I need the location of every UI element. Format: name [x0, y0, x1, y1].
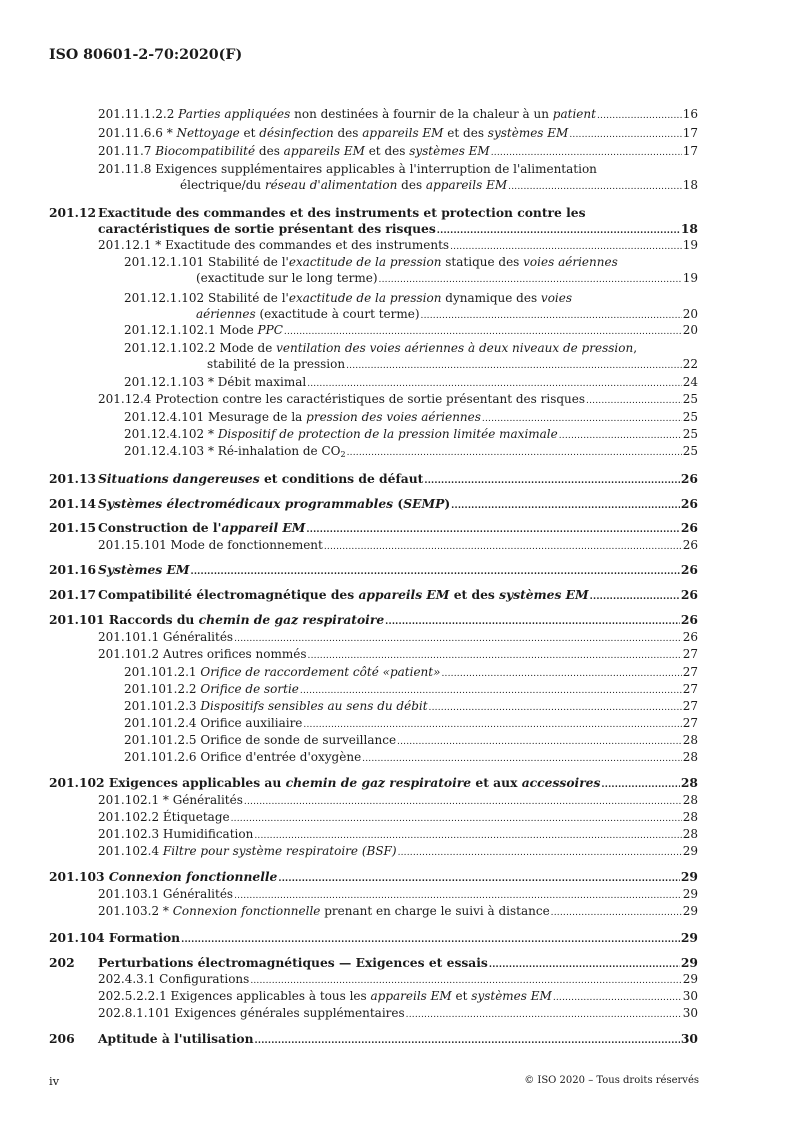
toc-page-number: 19	[682, 238, 698, 252]
toc-leader	[379, 273, 682, 288]
toc-page-number: 30	[682, 1006, 698, 1020]
toc-leader	[451, 499, 680, 514]
toc-page-number: 20	[682, 307, 698, 321]
toc-leader	[482, 412, 682, 427]
toc-page-number: 28	[682, 750, 698, 764]
toc-leader	[421, 309, 682, 324]
toc-page-number: 22	[682, 357, 698, 371]
page-number: iv	[49, 1074, 60, 1088]
toc-leader	[347, 446, 682, 461]
toc-page-number: 30	[682, 989, 698, 1003]
copyright-notice: © ISO 2020 – Tous droits réservés	[524, 1075, 699, 1086]
toc-page-number: 26	[680, 612, 698, 627]
toc-leader	[508, 180, 682, 195]
toc-page-number: 18	[682, 178, 698, 192]
toc-leader	[307, 377, 682, 392]
toc-page-number: 28	[682, 733, 698, 747]
toc-leader	[346, 359, 682, 374]
toc-page-number: 29	[680, 869, 698, 884]
table-of-contents: 201.11.1.2.2 Parties appliquées non destinées à fournir de la chaleur à un patient ..... 16 201.11.6.6 * Nettoyage et désinfection des appareils EM et des systèmes EM ..... 17 201.11.7 Biocompatibilité des appareils EM et des systèmes EM ..... 17 201.11.8 Exigences supplémentaires applicables à l'interruption de l'alimentation électrique/du réseau d'alimentation des appareils EM ..... 18 201.12 Exactitude des commandes et des instruments et protection contre les caractéristiques de sortie présentant des risques ..... 18 201.12.1 * Exactitude des commandes et des instruments ..... 19 201.12.1.101 Stabilité de l'exactitude de la pression statique des voies aériennes (exactitude sur le long terme) ..... 19 201.12.1.102 Stabilité de l'exactitude de la pression dynamique des voies aériennes (exactitude à court terme) ..... 20 201.12.1.102.1 Mode PPC ..... 20 201.12.1.102.2 Mode de ventilation des voies aériennes à deux niveaux de pression, stabilité de la pression ..... 22 201.12.1.103 * Débit maximal ..... 24 201.12.4 Protection contre les caractéristiques de sortie présentant des risques ..... 25 201.12.4.101 Mesurage de la pression des voies aériennes ..... 25 201.12.4.102 * Dispositif de protection de la pression limitée maximale ..... 25 201.12.4.103 * Ré-inhalation de $CO_2$ ..... 25 201.13 Situations dangereuses et conditions de défaut ..... 26 201.14 Systèmes électromédicaux programmables (SEMP) ..... 26 201.15 Construction de l'appareil EM ..... 26 201.15.101 Mode de fonctionnement ..... 26 201.16 Systèmes EM ..... 26 201.17 Compatibilité électromagnétique des appareils EM et des systèmes EM ..... 26 201.101 Raccords du chemin de gaz respiratoire ..... 26 201.101.1 Généralités ..... 26 201.101.2 Autres orifices nommés ..... 27 201.101.2.1 Orifice de raccordement côté «patient» ..... 27 201.101.2.2 Orifice de sortie ..... 27 201.101.2.3 Dispositifs sensibles au sens du débit ..... 27 201.101.2.4 Orifice auxiliaire ..... 27 201.101.2.5 Orifice de sonde de surveillance ..... 28 201.101.2.6 Orifice d'entrée d'oxygène ..... 28 201.102 Exigences applicables au chemin de gaz respiratoire et aux accessoires ..... 28 201.102.1 * Généralités ..... 28 201.102.2 Étiquetage ..... 28 201.102.3 Humidification ..... 28 201.102.4 Filtre pour système respiratoire (BSF) ..... 29 201.103 Connexion fonctionnelle ..... 29 201.103.1 Généralités ..... 29 201.103.2 * Connexion fonctionnelle prenant en charge le suivi à distance ..... 29 201.104 Formation ..... 29 202 Perturbations électromagnétiques — Exigences et essais ..... 29 202.4.3.1 Configurations ..... 29 202.5.2.2.1 Exigences applicables à tous les appareils EM et systèmes EM ..... 30 202.8.1.101 Exigences générales supplémentaires ..... 30 206 Aptitude à l'utilisation ..... 30	[0, 0, 793, 1122]
toc-page-number: 26	[680, 562, 698, 577]
toc-leader	[489, 958, 680, 973]
toc-page-number: 27	[682, 682, 698, 696]
toc-leader	[306, 523, 679, 538]
toc-page-number: 26	[680, 496, 698, 511]
toc-leader	[406, 1008, 682, 1023]
toc-page-number: 25	[682, 410, 698, 424]
toc-leader	[601, 778, 679, 793]
toc-leader	[398, 846, 682, 861]
toc-page-number: 25	[682, 427, 698, 441]
toc-leader	[324, 540, 682, 555]
toc-leader	[597, 109, 682, 124]
toc-leader	[181, 933, 680, 948]
toc-leader	[424, 474, 680, 489]
toc-page-number: 30	[680, 1031, 698, 1046]
toc-page-number: 29	[682, 972, 698, 986]
toc-leader	[441, 667, 681, 682]
toc-page-number: 29	[682, 887, 698, 901]
document-header-id: ISO 80601-2-70:2020(F)	[49, 47, 243, 63]
toc-leader	[553, 991, 682, 1006]
toc-page-number: 28	[680, 775, 698, 790]
toc-leader	[362, 752, 682, 767]
toc-leader	[559, 429, 682, 444]
toc-page-number: 27	[682, 699, 698, 713]
toc-page-number: 26	[680, 471, 698, 486]
toc-page-number: 28	[682, 827, 698, 841]
toc-leader	[255, 1034, 680, 1049]
toc-leader	[586, 394, 682, 409]
toc-leader	[491, 146, 682, 161]
toc-page-number: 25	[682, 444, 698, 458]
toc-leader	[397, 735, 682, 750]
toc-leader	[385, 615, 680, 630]
toc-page-number: 26	[680, 587, 698, 602]
toc-page-number: 29	[682, 904, 698, 918]
toc-page-number: 27	[682, 647, 698, 661]
toc-leader	[590, 590, 680, 605]
toc-leader	[244, 795, 682, 810]
toc-leader	[551, 906, 682, 921]
toc-page-number: 25	[682, 392, 698, 406]
toc-page-number: 18	[680, 221, 698, 236]
toc-page-number: 28	[682, 810, 698, 824]
toc-page-number: 29	[680, 930, 698, 945]
toc-leader	[450, 240, 682, 255]
toc-page-number: 17	[682, 126, 698, 140]
toc-leader	[308, 649, 682, 664]
toc-leader	[231, 812, 682, 827]
toc-leader	[234, 889, 682, 904]
toc-page-number: 26	[682, 538, 698, 552]
toc-leader	[303, 718, 681, 733]
toc-page-number: 28	[682, 793, 698, 807]
toc-page-number: 17	[682, 144, 698, 158]
toc-leader	[300, 684, 682, 699]
toc-leader	[278, 872, 680, 887]
toc-page-number: 27	[682, 716, 698, 730]
toc-leader	[437, 224, 680, 239]
toc-leader	[429, 701, 682, 716]
toc-leader	[254, 829, 681, 844]
toc-page-number: 24	[682, 375, 698, 389]
toc-page-number: 29	[682, 844, 698, 858]
toc-page-number: 26	[682, 630, 698, 644]
toc-page-number: 27	[682, 665, 698, 679]
toc-leader	[234, 632, 682, 647]
toc-page-number: 16	[682, 107, 698, 121]
toc-page-number: 29	[680, 955, 698, 970]
toc-leader	[284, 325, 682, 340]
toc-leader	[190, 565, 679, 580]
toc-page-number: 20	[682, 323, 698, 337]
toc-page-number: 26	[680, 520, 698, 535]
toc-leader	[250, 974, 681, 989]
toc-leader	[569, 128, 681, 143]
toc-page-number: 19	[682, 271, 698, 285]
